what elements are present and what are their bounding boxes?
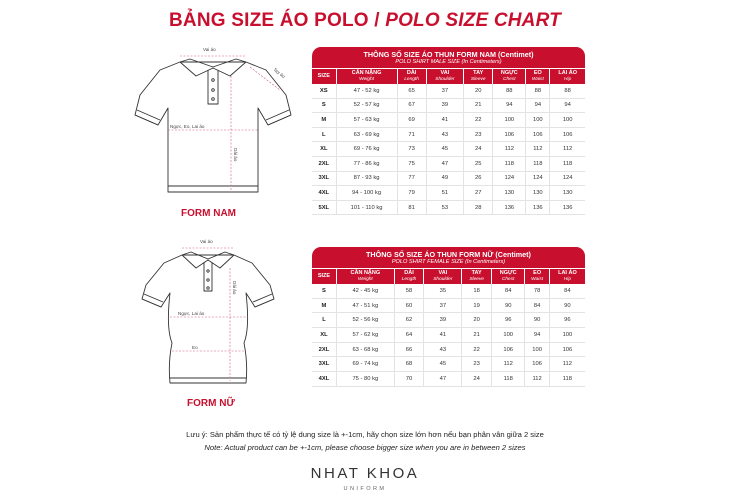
table-cell: 106	[492, 343, 526, 358]
brand-logo: NHAT KHOA	[310, 465, 420, 482]
table-cell: 24	[462, 372, 492, 387]
table-cell: 57 - 63 kg	[337, 113, 398, 128]
table-cell: 26	[464, 172, 493, 187]
table-cell: 112	[525, 372, 549, 387]
size-cell: 4XL	[312, 186, 337, 201]
table-cell: 51	[427, 186, 465, 201]
size-cell: S	[312, 284, 337, 299]
table-cell: 112	[492, 357, 526, 372]
table-row	[312, 284, 585, 299]
female-size-table	[312, 247, 585, 387]
table-cell: 87 - 93 kg	[337, 172, 398, 187]
size-cell: 4XL	[312, 372, 337, 387]
table-cell: 81	[398, 201, 427, 216]
table-cell: 90	[550, 299, 585, 314]
table-cell: 22	[462, 343, 492, 358]
table-cell: 84	[492, 284, 526, 299]
column-header-label: DÀI	[404, 270, 414, 276]
column-header-label: DÀI	[406, 70, 417, 76]
table-cell: 60	[395, 299, 425, 314]
table-row	[312, 201, 585, 216]
table-cell: 37	[424, 299, 462, 314]
column-header	[398, 68, 427, 84]
column-header	[312, 68, 337, 84]
page-title	[0, 10, 730, 32]
table-cell: 39	[424, 313, 462, 328]
male-length-label: Dài áo	[233, 148, 238, 162]
table-cell: 69 - 74 kg	[337, 357, 395, 372]
table-cell: 130	[550, 186, 585, 201]
female-table-body	[312, 284, 585, 387]
column-header	[550, 268, 585, 284]
table-cell: 79	[398, 186, 427, 201]
column-header	[525, 268, 549, 284]
column-header-label: SIZE	[317, 273, 331, 279]
size-cell: XL	[312, 328, 337, 343]
table-cell: 94	[550, 99, 585, 114]
male-sleeve-label: Tay áo	[272, 66, 287, 80]
table-cell: 18	[462, 284, 492, 299]
table-cell: 57 - 62 kg	[337, 328, 395, 343]
note-english: Note: Actual product can be +-1cm, please choose bigger size when you are in between 2 sizes	[204, 443, 526, 452]
male-table-subtitle: POLO SHIRT MALE SIZE (In Centimeters)	[395, 59, 502, 65]
table-cell: 71	[398, 128, 427, 143]
table-cell: 58	[395, 284, 425, 299]
size-cell: 2XL	[312, 157, 337, 172]
table-cell: 118	[550, 372, 585, 387]
table-cell: 88	[493, 84, 526, 99]
table-cell: 43	[424, 343, 462, 358]
male-shirt-illustration	[130, 40, 295, 210]
table-cell: 136	[550, 201, 585, 216]
table-cell: 100	[550, 328, 585, 343]
male-column-headers	[312, 68, 585, 84]
female-shirt-illustration	[134, 233, 284, 393]
table-cell: 112	[550, 142, 585, 157]
table-row	[312, 128, 585, 143]
table-cell: 94	[526, 99, 550, 114]
column-header-english: Shoulder	[435, 77, 455, 82]
table-cell: 96	[492, 313, 526, 328]
table-cell: 42 - 45 kg	[337, 284, 395, 299]
column-header-english: Waist	[531, 77, 544, 82]
size-cell: L	[312, 313, 337, 328]
table-cell: 63 - 68 kg	[337, 343, 395, 358]
female-table	[312, 268, 585, 387]
column-header-label: TAY	[473, 70, 484, 76]
table-cell: 96	[550, 313, 585, 328]
column-header-english: Weight	[357, 277, 373, 282]
size-cell: XL	[312, 142, 337, 157]
table-cell: 106	[550, 128, 585, 143]
column-header-label: VAI	[438, 270, 448, 276]
table-cell: 35	[424, 284, 462, 299]
table-cell: 77	[398, 172, 427, 187]
size-cell: M	[312, 113, 337, 128]
table-cell: 23	[464, 128, 493, 143]
column-header-label: CÂN NẶNG	[351, 70, 382, 76]
male-table-body	[312, 84, 585, 215]
male-size-table	[312, 47, 585, 215]
column-header	[312, 268, 337, 284]
table-cell: 124	[493, 172, 526, 187]
column-header	[550, 68, 585, 84]
table-cell: 52 - 57 kg	[337, 99, 398, 114]
column-header-english: Hip	[563, 277, 571, 282]
table-cell: 106	[550, 343, 585, 358]
column-header-label: CÂN NẶNG	[350, 270, 381, 276]
table-cell: 41	[427, 113, 465, 128]
male-chest-label: Ngực, Eo, Lai áo	[170, 124, 205, 129]
table-cell: 62	[395, 313, 425, 328]
table-cell: 41	[424, 328, 462, 343]
table-cell: 84	[525, 299, 549, 314]
column-header	[427, 68, 465, 84]
column-header-english: Hip	[564, 77, 572, 82]
table-cell: 24	[464, 142, 493, 157]
column-header-english: Sleeve	[469, 277, 484, 282]
table-cell: 19	[462, 299, 492, 314]
size-cell: 5XL	[312, 201, 337, 216]
table-cell: 21	[464, 99, 493, 114]
table-cell: 23	[462, 357, 492, 372]
column-header	[395, 268, 425, 284]
title-italic: POLO SIZE CHART	[385, 10, 561, 31]
table-cell: 130	[493, 186, 526, 201]
table-cell: 69	[398, 113, 427, 128]
table-cell: 67	[398, 99, 427, 114]
form-nam-label: FORM NAM	[181, 208, 236, 219]
table-cell: 68	[395, 357, 425, 372]
table-cell: 47	[424, 372, 462, 387]
column-header-english: Shoulder	[433, 277, 453, 282]
table-cell: 22	[464, 113, 493, 128]
column-header-label: VAI	[440, 70, 450, 76]
table-row	[312, 157, 585, 172]
table-cell: 124	[526, 172, 550, 187]
table-cell: 27	[464, 186, 493, 201]
table-cell: 28	[464, 201, 493, 216]
table-row	[312, 313, 585, 328]
size-cell: XS	[312, 84, 337, 99]
table-cell: 118	[550, 157, 585, 172]
column-header-english: Waist	[531, 277, 544, 282]
table-cell: 75	[398, 157, 427, 172]
female-chest-label: Ngực, Lai áo	[178, 311, 205, 316]
table-cell: 45	[427, 142, 465, 157]
column-header	[493, 68, 526, 84]
female-waist-label: Eo	[192, 345, 198, 350]
table-cell: 90	[492, 299, 526, 314]
table-cell: 73	[398, 142, 427, 157]
table-cell: 94 - 100 kg	[337, 186, 398, 201]
table-cell: 100	[492, 328, 526, 343]
table-cell: 37	[427, 84, 465, 99]
column-header	[492, 268, 526, 284]
table-row	[312, 84, 585, 99]
table-row	[312, 328, 585, 343]
table-row	[312, 172, 585, 187]
male-table-title: THÔNG SỐ SIZE ÁO THUN FORM NAM (Centimet)	[363, 50, 534, 59]
column-header-label: EO	[533, 70, 542, 76]
table-cell: 100	[525, 343, 549, 358]
table-cell: 69 - 76 kg	[337, 142, 398, 157]
table-cell: 84	[550, 284, 585, 299]
table-cell: 47	[427, 157, 465, 172]
column-header-english: Weight	[359, 77, 374, 82]
table-cell: 106	[493, 128, 526, 143]
table-cell: 45	[424, 357, 462, 372]
column-header-english: Chest	[501, 277, 515, 282]
table-row	[312, 99, 585, 114]
table-cell: 100	[550, 113, 585, 128]
table-row	[312, 357, 585, 372]
table-cell: 25	[464, 157, 493, 172]
table-cell: 106	[526, 128, 550, 143]
column-header	[337, 68, 398, 84]
table-row	[312, 299, 585, 314]
table-cell: 118	[526, 157, 550, 172]
table-cell: 64	[395, 328, 425, 343]
table-cell: 65	[398, 84, 427, 99]
table-cell: 130	[526, 186, 550, 201]
size-cell: L	[312, 128, 337, 143]
table-cell: 100	[493, 113, 526, 128]
size-cell: S	[312, 99, 337, 114]
table-cell: 88	[526, 84, 550, 99]
column-header-label: TAY	[471, 270, 482, 276]
brand-subtitle: UNIFORM	[343, 486, 387, 492]
table-cell: 39	[427, 99, 465, 114]
table-cell: 75 - 80 kg	[337, 372, 395, 387]
size-cell: M	[312, 299, 337, 314]
column-header	[526, 68, 550, 84]
size-cell: 3XL	[312, 357, 337, 372]
note-vietnamese: Lưu ý: Sản phẩm thực tế có tỷ lệ dung size là +-1cm, hãy chọn size lớn hơn nếu bạn phân vân giữa 2 size	[186, 430, 544, 439]
table-cell: 136	[526, 201, 550, 216]
female-length-label: Dài áo	[232, 281, 237, 295]
table-cell: 90	[525, 313, 549, 328]
table-cell: 53	[427, 201, 465, 216]
table-row	[312, 372, 585, 387]
column-header-english: Length	[404, 77, 419, 82]
table-cell: 112	[493, 142, 526, 157]
table-cell: 21	[462, 328, 492, 343]
table-cell: 136	[493, 201, 526, 216]
male-table-header	[312, 47, 585, 68]
table-cell: 112	[526, 142, 550, 157]
male-shoulder-label: Vai áo	[203, 47, 216, 52]
table-cell: 100	[526, 113, 550, 128]
table-cell: 94	[493, 99, 526, 114]
column-header-label: EO	[533, 270, 542, 276]
column-header-english: Sleeve	[470, 77, 486, 82]
table-row	[312, 343, 585, 358]
table-cell: 78	[525, 284, 549, 299]
size-cell: 3XL	[312, 172, 337, 187]
column-header-label: LAI ÁO	[558, 270, 577, 276]
table-cell: 118	[492, 372, 526, 387]
table-cell: 20	[462, 313, 492, 328]
column-header-label: NGỰC	[499, 270, 517, 276]
table-cell: 70	[395, 372, 425, 387]
female-table-header	[312, 247, 585, 268]
column-header-label: NGỰC	[500, 70, 518, 76]
table-cell: 77 - 86 kg	[337, 157, 398, 172]
table-cell: 106	[525, 357, 549, 372]
table-cell: 88	[550, 84, 585, 99]
table-row	[312, 186, 585, 201]
table-cell: 66	[395, 343, 425, 358]
column-header	[337, 268, 395, 284]
female-table-subtitle: POLO SHIRT FEMALE SIZE (In Centimeters)	[391, 259, 506, 265]
table-cell: 94	[525, 328, 549, 343]
title-main: BẢNG SIZE ÁO POLO /	[169, 10, 386, 31]
column-header-english: Chest	[503, 77, 516, 82]
column-header	[424, 268, 462, 284]
male-table	[312, 68, 585, 215]
table-cell: 101 - 110 kg	[337, 201, 398, 216]
table-cell: 20	[464, 84, 493, 99]
table-row	[312, 113, 585, 128]
column-header	[462, 268, 492, 284]
table-row	[312, 142, 585, 157]
column-header-label: SIZE	[317, 73, 330, 79]
column-header-label: LAI ÁO	[558, 70, 577, 76]
table-cell: 124	[550, 172, 585, 187]
column-header	[464, 68, 493, 84]
column-header-english: Length	[401, 277, 417, 282]
table-cell: 47 - 52 kg	[337, 84, 398, 99]
table-cell: 49	[427, 172, 465, 187]
table-cell: 118	[493, 157, 526, 172]
table-cell: 43	[427, 128, 465, 143]
female-table-title: THÔNG SỐ SIZE ÁO THUN FORM NỮ (Centimet)	[366, 250, 531, 259]
table-cell: 52 - 56 kg	[337, 313, 395, 328]
form-nu-label: FORM NỮ	[187, 398, 235, 409]
table-cell: 47 - 51 kg	[337, 299, 395, 314]
female-column-headers	[312, 268, 585, 284]
table-cell: 63 - 69 kg	[337, 128, 398, 143]
female-shoulder-label: Vai áo	[200, 239, 213, 244]
size-cell: 2XL	[312, 343, 337, 358]
table-cell: 112	[550, 357, 585, 372]
